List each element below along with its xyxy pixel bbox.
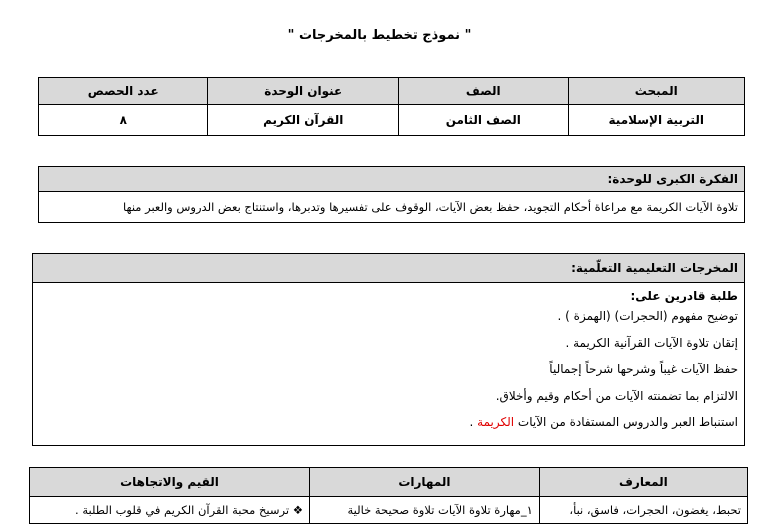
learning-outcomes-label: المخرجات التعليمية التعلّمية: (33, 254, 744, 283)
big-idea-label: الفكرة الكبرى للوحدة: (39, 167, 745, 192)
header-unit-title: عنوان الوحدة (208, 78, 399, 105)
value-subject: التربية الإسلامية (568, 105, 745, 136)
outcome-item-last (33, 409, 744, 436)
header-values: القيم والاتجاهات (30, 468, 310, 497)
cell-skills: ١_مهارة تلاوة الآيات تلاوة صحيحة خالية (310, 497, 540, 524)
outcome-item: الالتزام بما تضمنته الآيات من أحكام وقيم وأخلاق. (495, 388, 738, 403)
outcome-item: حفظ الآيات غيباً وشرحها شرحاً إجمالياً (549, 362, 738, 376)
outcome-item: توضيح مفهوم (الحجرات) (الهمزة ) . (557, 309, 738, 323)
header-table (38, 77, 745, 136)
header-grade: الصف (399, 78, 568, 105)
cell-values: ❖ ترسيخ محبة القرآن الكريم في قلوب الطلبة . (30, 497, 310, 524)
header-subject: المبحث (568, 78, 745, 105)
outcome-last-end: . (469, 415, 478, 429)
page-title: " نموذج تخطيط بالمخرجات " (287, 28, 472, 43)
value-grade: الصف الثامن (399, 105, 568, 136)
header-knowledge: المعارف (539, 468, 747, 497)
outcome-last-start: استنباط العبر والدروس المستفادة من الآيات (514, 415, 738, 429)
header-skills: المهارات (310, 468, 540, 497)
header-class-count: عدد الحصص (39, 78, 208, 105)
value-unit-title: القرآن الكريم (208, 105, 399, 136)
big-idea-text: تلاوة الآيات الكريمة مع مراعاة أحكام التجويد، حفظ بعض الآيات، الوقوف على تفسيرها وتدبرها، واستنتاج بعض الدروس والعبر منها (39, 192, 745, 223)
cell-knowledge: تحبط، يغضون، الحجرات، فاسق، نبأ، (539, 497, 747, 524)
outcome-item: إتقان تلاوة الآيات القرآنية الكريمة . (565, 335, 738, 350)
learning-outcomes-box (32, 253, 745, 446)
outcome-last-highlight: الكريمة (477, 415, 515, 429)
big-idea-box (38, 166, 745, 223)
value-class-count: ٨ (39, 105, 208, 136)
bottom-table (29, 467, 748, 524)
learning-outcomes-lead: طلبة قادرين على: (630, 289, 738, 303)
